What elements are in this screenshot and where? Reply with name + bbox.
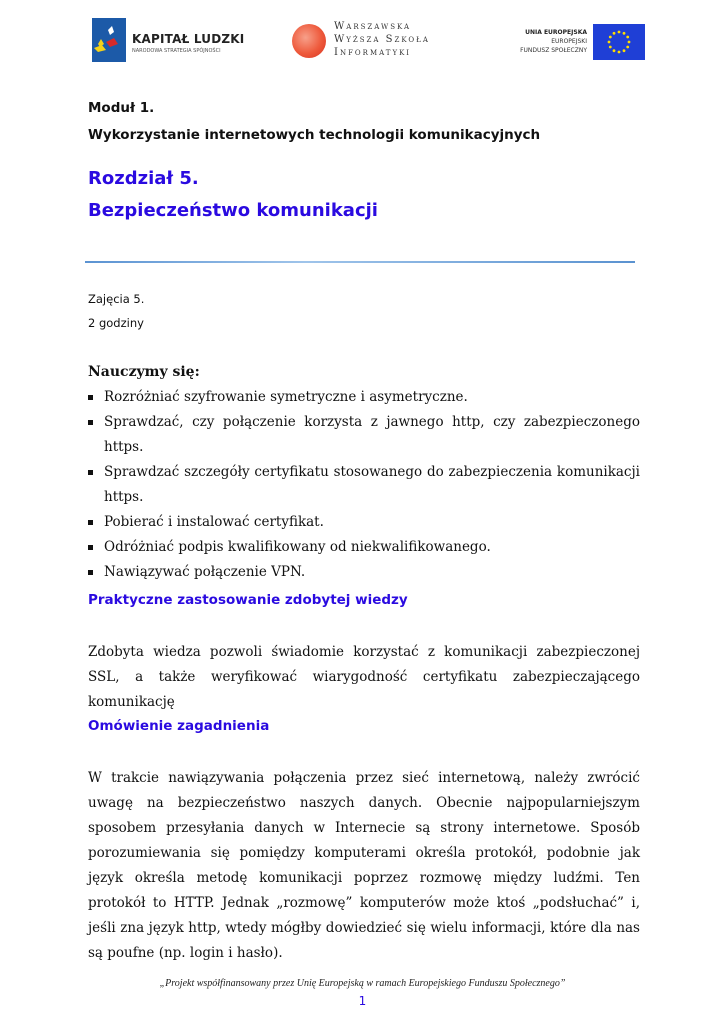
practical-heading: Praktyczne zastosowanie zdobytej wiedzy bbox=[88, 592, 408, 608]
list-item: Odróżniać podpis kwalifikowany od niekwalifikowanego. bbox=[88, 535, 640, 560]
kapital-ludzki-logo bbox=[92, 18, 245, 62]
wwsi-sphere-icon bbox=[292, 24, 326, 58]
list-item: Nawiązywać połączenie VPN. bbox=[88, 560, 640, 585]
page-number: 1 bbox=[358, 994, 367, 1008]
wwsi-name bbox=[334, 20, 430, 59]
chapter-number: Rozdział 5. bbox=[88, 168, 199, 189]
module-title: Wykorzystanie internetowych technologii komunikacyjnych bbox=[88, 127, 541, 143]
page-header bbox=[0, 14, 725, 64]
eu-logo bbox=[505, 18, 645, 62]
list-item: Sprawdzać szczegóły certyfikatu stosowanego do zabezpieczenia komunikacji https. bbox=[88, 460, 640, 510]
list-item: Rozróżniać szyfrowanie symetryczne i asymetryczne. bbox=[88, 385, 640, 410]
overview-paragraph: W trakcie nawiązywania połączenia przez sieć internetową, należy zwrócić uwagę na bezpieczeństwo naszych danych. Obecnie najpopularniejszym sposobem przesyłania danych w Internecie są strony internetowe. Sposób porozumiewania się pomiędzy komputerami określa protokół, podobnie jak język określa metodę komunikacji poprzez rozmowę między ludźmi. Ten protokół to HTTP. Jednak „rozmowę” komputerów może ktoś „podsłuchać” i, jeśli zna język http, wtedy mógłby dowiedzieć się wielu informacji, które dla nas są poufne (np. login i hasło). bbox=[88, 770, 640, 961]
kapital-ludzki-title: KAPITAŁ LUDZKI bbox=[132, 32, 245, 46]
kapital-ludzki-subtitle: NARODOWA STRATEGIA SPÓJNOŚCI bbox=[132, 48, 221, 54]
overview-heading: Omówienie zagadnienia bbox=[88, 718, 270, 734]
practical-paragraph: Zdobyta wiedza pozwoli świadomie korzystać z komunikacji zabezpieczonej SSL, a także weryfikować wiarygodność certyfikatu zabezpieczającego komunikację bbox=[88, 644, 640, 710]
wwsi-line-1: Warszawska bbox=[334, 21, 412, 32]
eu-line-3: FUNDUSZ SPOŁECZNY bbox=[520, 47, 587, 54]
kapital-ludzki-flag-icon bbox=[92, 18, 126, 62]
module-number: Moduł 1. bbox=[88, 100, 155, 116]
list-item: Pobierać i instalować certyfikat. bbox=[88, 510, 640, 535]
learning-goals-list bbox=[88, 385, 640, 585]
eu-line-2: EUROPEJSKI bbox=[551, 38, 587, 45]
footer-note: „Projekt współfinansowany przez Unię Europejską w ramach Europejskiego Funduszu Społecznego” bbox=[159, 978, 566, 989]
wwsi-line-3: Informatyki bbox=[334, 47, 412, 58]
eu-flag-icon bbox=[593, 24, 645, 60]
chapter-title: Bezpieczeństwo komunikacji bbox=[88, 200, 378, 221]
lesson-duration: 2 godziny bbox=[88, 316, 144, 330]
eu-text bbox=[520, 28, 587, 55]
lesson-number: Zajęcia 5. bbox=[88, 292, 145, 306]
header-divider bbox=[85, 261, 635, 263]
wwsi-line-2: Wyższa Szkoła bbox=[334, 34, 430, 45]
list-item: Sprawdzać, czy połączenie korzysta z jawnego http, czy zabezpieczonego https. bbox=[88, 410, 640, 460]
eu-line-1: UNIA EUROPEJSKA bbox=[525, 29, 587, 36]
wwsi-logo bbox=[292, 18, 462, 62]
learning-goals-heading: Nauczymy się: bbox=[88, 364, 200, 380]
